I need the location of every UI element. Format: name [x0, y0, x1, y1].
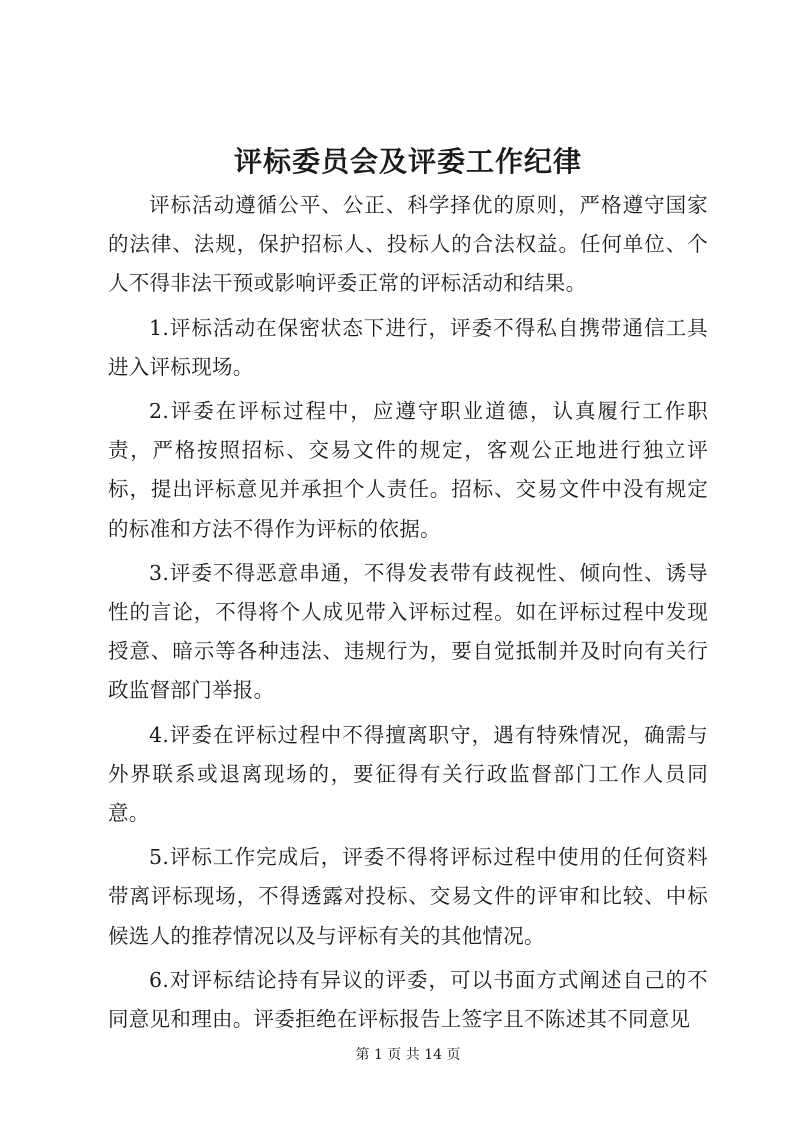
paragraph-rule-3: 3.评委不得恶意串通，不得发表带有歧视性、倾向性、诱导性的言论，不得将个人成见带入评标过程。如在评标过程中发现授意、暗示等各种违法、违规行为，要自觉抵制并及时向有关行政监督部门举报。 [108, 560, 708, 703]
document-title: 评标委员会及评委工作纪律 [233, 145, 582, 178]
paragraph-rule-1: 1.评标活动在保密状态下进行，评委不得私自携带通信工具进入评标现场。 [108, 315, 708, 379]
page-number-footer: 第 1 页 共 14 页 [355, 1047, 461, 1063]
paragraph-rule-2: 2.评委在评标过程中，应遵守职业道德，认真履行工作职责，严格按照招标、交易文件的规定，客观公正地进行独立评标，提出评标意见并承担个人责任。招标、交易文件中没有规定的标准和方法不得作为评标的依据。 [108, 399, 708, 541]
paragraph-rule-4: 4.评委在评标过程中不得擅离职守，遇有特殊情况，确需与外界联系或退离现场的，要征得有关行政监督部门工作人员同意。 [108, 722, 708, 826]
document-page [108, 0, 708, 1131]
paragraph-rule-6: 6.对评标结论持有异议的评委，可以书面方式阐述自己的不同意见和理由。评委拒绝在评标报告上签字且不陈述其不同意见 [108, 967, 708, 1032]
paragraph-rule-5: 5.评标工作完成后，评委不得将评标过程中使用的任何资料带离评标现场，不得透露对投标、交易文件的评审和比较、中标候选人的推荐情况以及与评标有关的其他情况。 [108, 845, 708, 948]
document-body [108, 186, 708, 1044]
paragraph-intro: 评标活动遵循公平、公正、科学择优的原则，严格遵守国家的法律、法规，保护招标人、投标人的合法权益。任何单位、个人不得非法干预或影响评委正常的评标活动和结果。 [108, 193, 708, 296]
